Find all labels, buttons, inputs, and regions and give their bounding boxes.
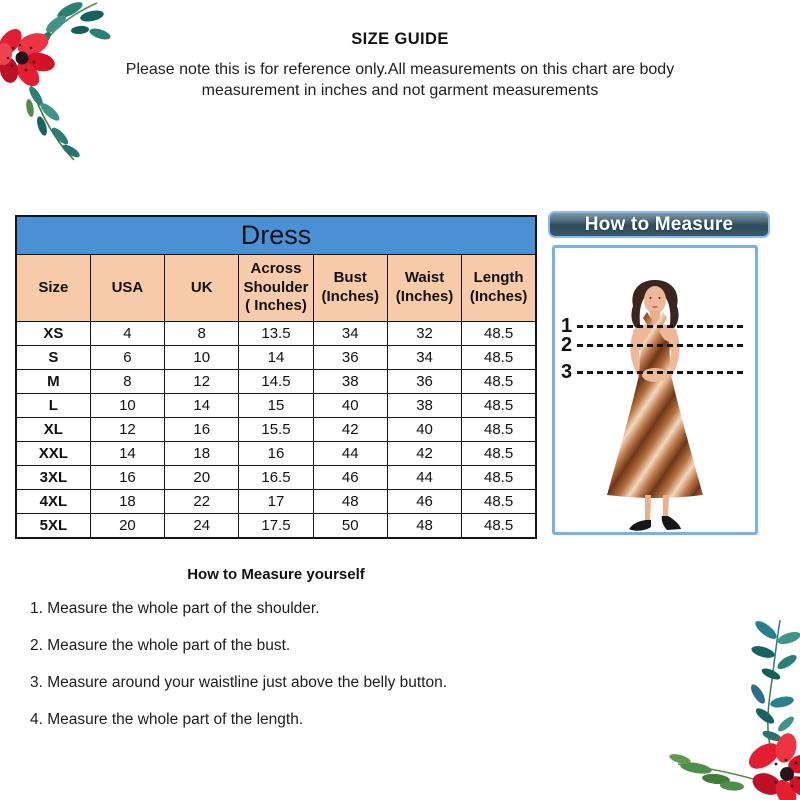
size-row-3xl [16,466,536,490]
size-value: 34 [313,322,387,346]
dashed-line-icon [577,371,747,374]
size-row-l [16,394,536,418]
size-value: 50 [313,514,387,539]
instruction-item: 3. Measure around your waistline just above the belly button. [30,674,448,691]
size-value: 38 [313,370,387,394]
size-value: 8 [165,322,239,346]
floral-decoration-bottom-right [668,616,800,800]
size-value: 10 [165,346,239,370]
size-label: XL [16,418,90,442]
size-row-5xl [16,514,536,539]
size-value: 4 [90,322,164,346]
size-value: 14 [239,346,313,370]
measure-illustration-box [552,245,758,535]
size-value: 48.5 [462,490,536,514]
measure-line-waist [561,361,747,383]
how-to-measure-header: How to Measure [548,211,770,238]
column-header-uk: UK [165,255,239,322]
instructions-list [30,600,570,748]
dashed-line-icon [577,325,747,328]
size-value: 38 [387,394,461,418]
column-header-row [16,255,536,322]
size-value: 20 [165,466,239,490]
size-value: 13.5 [239,322,313,346]
size-row-4xl [16,490,536,514]
size-value: 44 [387,466,461,490]
size-value: 46 [387,490,461,514]
red-flower-icon [744,731,800,800]
size-value: 42 [313,418,387,442]
size-value: 48 [313,490,387,514]
instructions-title: How to Measure yourself [187,566,365,583]
size-chart-table [15,215,537,539]
column-header-across: Across Shoulder ( Inches) [239,255,313,322]
size-value: 12 [90,418,164,442]
size-value: 18 [90,490,164,514]
size-label: M [16,370,90,394]
size-chart-body [16,322,536,539]
size-value: 16 [165,418,239,442]
size-value: 44 [313,442,387,466]
size-value: 46 [313,466,387,490]
leaves-icon [668,618,800,791]
size-value: 24 [165,514,239,539]
size-value: 40 [313,394,387,418]
page-note: Please note this is for reference only.All measurements on this chart are body measurement in inches and not garment measurements [125,61,675,99]
size-label: 4XL [16,490,90,514]
size-value: 14 [90,442,164,466]
size-value: 15 [239,394,313,418]
size-value: 14.5 [239,370,313,394]
size-value: 48 [387,514,461,539]
model-illustration [555,248,755,532]
size-value: 6 [90,346,164,370]
size-label: XXL [16,442,90,466]
size-row-xl [16,418,536,442]
instruction-item: 2. Measure the whole part of the bust. [30,637,291,654]
size-value: 42 [387,442,461,466]
column-header-length: Length (Inches) [462,255,536,322]
size-value: 48.5 [462,418,536,442]
page-title: SIZE GUIDE [351,30,449,48]
size-value: 15.5 [239,418,313,442]
column-header-bust: Bust (Inches) [313,255,387,322]
size-label: 5XL [16,514,90,539]
size-value: 8 [90,370,164,394]
size-value: 16.5 [239,466,313,490]
product-title: Dress [16,216,536,255]
size-value: 48.5 [462,514,536,539]
size-value: 48.5 [462,442,536,466]
size-value: 16 [239,442,313,466]
dashed-line-icon [577,344,747,347]
size-label: S [16,346,90,370]
size-value: 36 [313,346,387,370]
product-title-row [16,216,536,255]
size-value: 34 [387,346,461,370]
size-label: 3XL [16,466,90,490]
size-label: L [16,394,90,418]
marker-number: 3 [561,361,573,383]
size-value: 48.5 [462,322,536,346]
instruction-item: 1. Measure the whole part of the shoulder. [30,600,320,617]
size-value: 18 [165,442,239,466]
column-header-size: Size [16,255,90,322]
size-value: 10 [90,394,164,418]
marker-number: 2 [561,334,573,356]
size-value: 48.5 [462,370,536,394]
size-row-s [16,346,536,370]
size-row-xxl [16,442,536,466]
size-label: XS [16,322,90,346]
size-chart-head [16,216,536,322]
size-value: 12 [165,370,239,394]
size-value: 22 [165,490,239,514]
marker-number: 1 [561,315,573,337]
size-value: 17.5 [239,514,313,539]
measure-line-bust [561,334,747,356]
column-header-waist: Waist (Inches) [387,255,461,322]
size-value: 40 [387,418,461,442]
size-value: 48.5 [462,394,536,418]
instruction-item: 4. Measure the whole part of the length. [30,711,304,728]
size-value: 16 [90,466,164,490]
column-header-usa: USA [90,255,164,322]
size-value: 32 [387,322,461,346]
size-value: 20 [90,514,164,539]
size-row-m [16,370,536,394]
size-value: 48.5 [462,466,536,490]
size-value: 36 [387,370,461,394]
size-value: 48.5 [462,346,536,370]
size-row-xs [16,322,536,346]
size-value: 17 [239,490,313,514]
size-value: 14 [165,394,239,418]
